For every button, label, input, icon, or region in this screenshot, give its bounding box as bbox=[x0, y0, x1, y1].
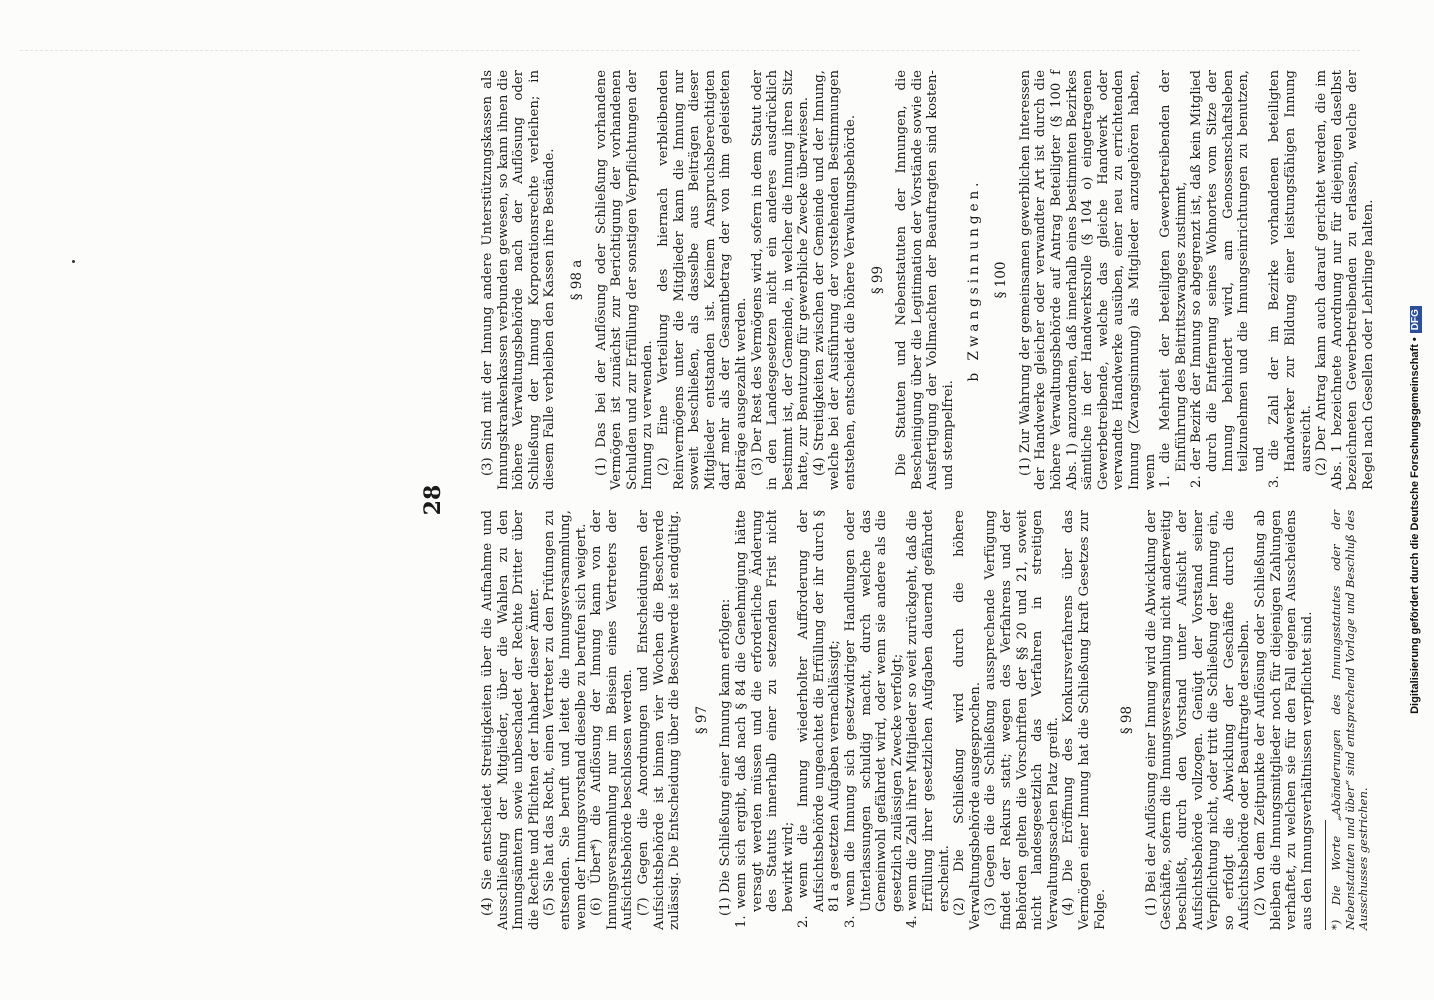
paragraph: (4) Streitigkeiten zwischen der Gemeinde und der Innung, welche bei der Ausführung der vorstehenden Bestimmungen entstehen, entscheidet die höhere Verwaltungsbehörde. bbox=[811, 70, 859, 490]
right-column bbox=[480, 69, 1376, 490]
list-text: die Zahl der im Bezirke vorhandenen beteiligten Handwerker zur Bildung einer leistungsfähigen Innung ausreicht. bbox=[1267, 70, 1314, 472]
list-item bbox=[905, 510, 952, 930]
subsection-heading-zwangsinnungen: b Zwangsinnungen. bbox=[965, 178, 982, 382]
paragraph: Die Statuten und Nebenstatuten der Innungen, die Bescheinigung über die Legitimation der Vorstände sowie die Ausfertigung der Vollmachten der Beauftragten sind kosten- und stempelfrei. bbox=[894, 70, 957, 490]
dfg-logo: DFG bbox=[1410, 306, 1422, 333]
paragraph: (1) Das bei der Auflösung oder Schließung vorhandene Vermögen ist zunächst zur Berichtigung der vorhandenen Schulden und zur Erfüllung der sonstigen Verpflichtungen der Innung zu verwenden. bbox=[593, 70, 656, 490]
digitization-credit bbox=[1406, 10, 1430, 990]
list-number: 1. bbox=[1158, 475, 1174, 488]
section-heading-99: § 99 bbox=[869, 265, 886, 295]
paragraph: (1) Die Schließung einer Innung kann erfolgen: bbox=[718, 598, 734, 916]
section-heading-100: § 100 bbox=[993, 261, 1010, 299]
footnote: *) Die Worte „Abänderungen des Innungsstatutes oder der Nebenstatuten und über“ sind entsprechend Vorlage und Beschluß des Ausschusses gestrichen. bbox=[1329, 510, 1371, 930]
paragraph: (6) Über*) die Auflösung der Innung kann von der Innungsversammlung nur im Beisein eines Vertreters der Aufsichtsbehörde beschlossen werden. bbox=[589, 510, 636, 930]
section-heading-97: § 97 bbox=[693, 705, 710, 735]
section-heading-98: § 98 bbox=[1119, 705, 1136, 735]
list-text: wenn die Innung sich gesetzwidriger Handlungen oder Unterlassungen schuldig macht, durch welche das Gemeinwohl gefährdet wird, oder wenn sie andere als die gesetzlich zulässigen Zwecke verfolgt; bbox=[843, 510, 905, 912]
list-item bbox=[796, 510, 843, 930]
list-item bbox=[1267, 70, 1314, 490]
paragraph: (2) Die Schließung wird durch die höhere Verwaltungsbehörde ausgesprochen. bbox=[952, 510, 983, 930]
paragraph: (2) Der Antrag kann auch darauf gerichtet werden, die im Abs. 1 bezeichnete Anordnung nur für diejenigen daselbst bezeichneten Gewerbetreibenden zu erlassen, welche der Regel nach Gesellen oder Lehrlinge halten. bbox=[1314, 70, 1376, 490]
list-text: die Mehrheit der beteiligten Gewerbetreibenden der Einführung des Beitrittszwanges zustimmt, bbox=[1158, 70, 1189, 472]
paragraph: (7) Gegen die Anordnungen und Entscheidungen der Aufsichtsbehörde ist binnen vier Wochen die Beschwerde zulässig. Die Entscheidung über die Beschwerde ist endgültig. bbox=[635, 510, 683, 930]
list-text: wenn die Zahl ihrer Mitglieder so weit zurückgeht, daß die Erfüllung ihrer gesetzlichen Aufgaben dauernd gefährdet erscheint. bbox=[905, 510, 952, 912]
paragraph: (1) Bei der Auflösung einer Innung wird die Abwicklung der Geschäfte, sofern die Innungsversammlung nicht anderweitig beschließt, durch den Vorstand unter Aufsicht der Aufsichtsbehörde vollzogen. Genügt der Vorstand seiner Verpflichtung nicht, oder tritt die Schließung der Innung ein, so erfolgt die Abwicklung der Geschäfte durch die Aufsichtsbehörde oder Beauftragte derselben. bbox=[1143, 510, 1253, 930]
list-text: der Bezirk der Innung so abgegrenzt ist, daß kein Mitglied durch die Entfernung seines Wohnortes vom Sitze der Innung behindert wird, am Genossenschaftsleben teilzunehmen und die Innungseinrichtungen zu benutzen, und bbox=[1189, 70, 1267, 472]
section-heading-98a: § 98 a bbox=[568, 259, 585, 301]
left-column bbox=[480, 510, 1371, 930]
paragraph: (3) Gegen die die Schließung aussprechende Verfügung findet der Rekurs statt; wegen des Verfahrens und der Behörden gelten die Vorschriften der §§ 20 und 21, soweit nicht landesgesetzlich das Verfahren in streitigen Verwaltungssachen Platz greift. bbox=[983, 510, 1061, 930]
digitization-credit-text bbox=[1409, 20, 1422, 1000]
list-item bbox=[1158, 70, 1189, 490]
paragraph: (3) Der Rest des Vermögens wird, sofern in dem Statut oder in den Landesgesetzen nicht ein anderes ausdrücklich bestimmt ist, der Gemeinde, in welcher die Innung ihren Sitz hatte, zur Benutzung für gewerbliche Zwecke überwiesen. bbox=[749, 70, 812, 490]
list-item bbox=[1189, 70, 1267, 490]
paragraph: (5) Sie hat das Recht, einen Vertreter zu den Prüfungen zu entsenden. Sie beruft und leitet die Innungsversammlung, wenn der Innungsvorstand dieselbe zu berufen sich weigert. bbox=[542, 510, 589, 930]
list-text: wenn sich ergibt, daß nach § 84 die Genehmigung hätte versagt werden müssen und die erforderliche Änderung des Statuts innerhalb einer zu setzenden Frist nicht bewirkt wird; bbox=[733, 510, 796, 912]
list-number: 1. bbox=[733, 915, 749, 928]
paragraph: (3) Sind mit der Innung andere Unterstützungskassen als Innungskrankenkassen verbunden gewesen, so kann ihnen die höhere Verwaltungsbehörde nach der Auflösung oder Schließung der Innung Korporationsrechte verleihen; in diesem Falle verbleiben den Kassen ihre Bestände. bbox=[480, 69, 558, 490]
paragraph: (4) Sie entscheidet Streitigkeiten über die Aufnahme und Ausschließung der Mitglieder, über die Wahlen zu den Innungsämtern sowie unbeschadet der Rechte Dritter über die Rechte und Pflichten der Inhaber dieser Ämter. bbox=[480, 510, 542, 930]
list-number: 2. bbox=[1189, 475, 1205, 488]
rotated-page-content bbox=[20, 50, 1376, 950]
paragraph: (1) Zur Wahrung der gemeinsamen gewerblichen Interessen der Handwerke gleicher oder verwandter Art ist durch die höhere Verwaltungsbehörde auf Antrag Beteiligter (§ 100 f Abs. 1) anzuordnen, daß innerhalb eines bestimmten Bezirkes sämtliche in der Handwerksrolle (§ 104 o) eingetragenen Gewerbetreibende, welche das gleiche Handwerk oder verwandte Handwerke ausüben, einer neu zu errichtenden Innung (Zwangsinnung) als Mitglieder anzugehören haben, wenn bbox=[1017, 70, 1158, 490]
list-number: 3. bbox=[843, 915, 859, 928]
paragraph: (4) Die Eröffnung des Konkursverfahrens über das Vermögen einer Innung hat die Schließung kraft Gesetzes zur Folge. bbox=[1061, 510, 1108, 930]
paragraph: (2) Eine Verteilung des hiernach verbleibenden Reinvermögens unter die Mitglieder kann die Innung nur soweit beschließen, als dasselbe aus Beiträgen dieser Mitglieder entstanden ist. Keinem Anspruchsberechtigten darf mehr als der Gesamtbetrag der von ihm geleisteten Beiträge ausgezahlt werden. bbox=[655, 70, 749, 490]
list-number: 2. bbox=[796, 915, 812, 928]
page-number: 28 bbox=[420, 484, 446, 516]
list-number: 3. bbox=[1267, 475, 1283, 488]
list-item bbox=[843, 510, 905, 930]
footnote-rule bbox=[1325, 820, 1326, 930]
list-number: 4. bbox=[905, 915, 921, 928]
credit-label: Digitalisierung gefördert durch die Deutsche Forschungsgemeinschaft • bbox=[1409, 337, 1421, 714]
paragraph: (2) Von dem Zeitpunkte der Auflösung oder Schließung ab bleiben die Innungsmitglieder noch für diejenigen Zahlungen verhaftet, zu welchen sie für den Fall eigenen Ausscheidens aus den Innungsverhältnissen verpflichtet sind. bbox=[1252, 510, 1315, 930]
list-item bbox=[734, 510, 796, 930]
list-text: wenn die Innung wiederholter Aufforderung der Aufsichtsbehörde ungeachtet die Erfüllung der ihr durch § 81 a gesetzten Aufgaben vernachlässigt; bbox=[796, 510, 843, 912]
